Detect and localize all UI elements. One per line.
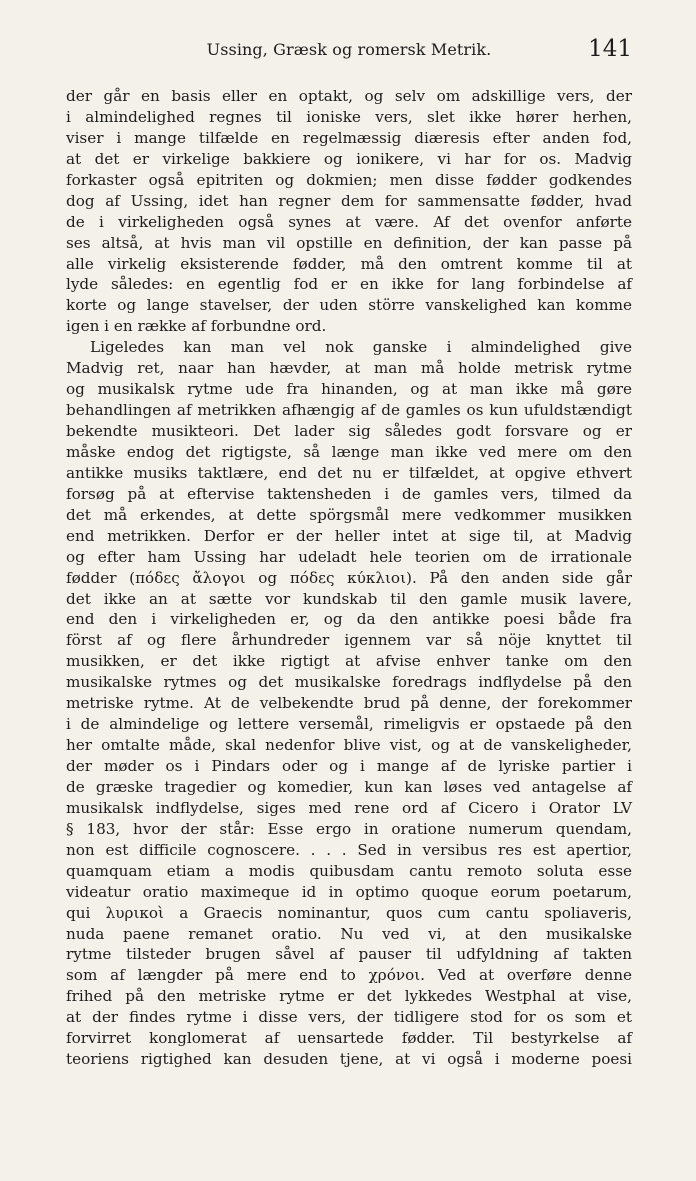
text-line: musikalske rytmes og det musikalske foredrags indflydelse på den (66, 673, 632, 692)
page-header (66, 36, 632, 68)
text-line: fødder (πόδες ἄλογοι og πόδες κύκλιοι). På den anden side går (66, 568, 632, 587)
text-line: der går en basis eller en optakt, og selv om adskillige vers, der (66, 87, 632, 105)
text-line: i almindelighed regnes til ioniske vers, slet ikke hører herhen, (66, 107, 632, 126)
text-line: qui λυρικοὶ a Graecis nominantur, quos cum cantu spoliaveris, (66, 903, 632, 922)
text-line: frihed på den metriske rytme er det lykkedes Westphal at vise, (66, 987, 632, 1006)
text-line: § 183, hvor der står: Esse ergo in oratione numerum quendam, (66, 819, 632, 838)
running-title: Ussing, Græsk og romersk Metrik. (206, 40, 492, 59)
text-line: metriske rytme. At de velbekendte brud på denne, der forekommer (66, 694, 632, 713)
body-text (66, 86, 632, 1091)
text-line: videatur oratio maximeque id in optimo quoque eorum poetarum, (66, 882, 632, 901)
text-line: Ligeledes kan man vel nok ganske i almindelighed give (90, 338, 632, 357)
text-line: de i virkeligheden også synes at være. Af det ovenfor anførte (66, 212, 632, 231)
text-line: som af længder på mere end to χρόνοι. Ved at overføre denne (66, 966, 632, 985)
text-line: musikalsk indflydelse, siges med rene ord af Cicero i Orator LV (66, 798, 632, 817)
text-line: antikke musiks taktlære, end det nu er tilfældet, at opgive ethvert (66, 463, 632, 482)
text-line: forsøg på at eftervise taktensheden i de gamles vers, tilmed da (66, 484, 632, 503)
text-line: i de almindelige og lettere versemål, rimeligvis er opstaede på den (66, 715, 632, 734)
text-line: lyde således: en egentlig fod er en ikke for lang forbindelse af (66, 275, 632, 294)
text-line: forkaster også epitriten og dokmien; men disse fødder godkendes (66, 170, 632, 189)
text-line: og musikalsk rytme ude fra hinanden, og at man ikke må gøre (66, 380, 632, 399)
book-page (66, 36, 632, 1091)
text-line: dog af Ussing, idet han regner dem for sammensatte fødder, hvad (66, 191, 632, 210)
text-line: non est difficile cognoscere. . . . Sed in versibus res est apertior, (66, 840, 632, 859)
text-line: her omtalte måde, skal nedenfor blive vist, og at de vanskeligheder, (66, 736, 632, 755)
text-line: bekendte musikteori. Det lader sig således godt forsvare og er (66, 422, 632, 440)
text-line: viser i mange tilfælde en regelmæssig diæresis efter anden fod, (66, 128, 632, 147)
text-line: Madvig ret, naar han hævder, at man må holde metrisk rytme (66, 359, 632, 378)
text-line: musikken, er det ikke rigtigt at afvise enhver tanke om den (66, 652, 632, 671)
text-line: det ikke an at sætte vor kundskab til den gamle musik lavere, (66, 589, 632, 608)
text-line: behandlingen af metrikken afhængig af de gamles os kun ufuldstændigt (66, 401, 632, 420)
text-line: der møder os i Pindars oder og i mange af de lyriske partier i (66, 757, 632, 775)
text-line (66, 1070, 632, 1091)
text-line: alle virkelig eksisterende fødder, må den omtrent komme til at (66, 254, 632, 273)
text-line: nuda paene remanet oratio. Nu ved vi, at den musikalske (66, 924, 632, 943)
page-number: 141 (588, 36, 632, 62)
text-line: de græske tragedier og komedier, kun kan løses ved antagelse af (66, 777, 632, 796)
text-line: teoriens rigtighed kan desuden tjene, at vi også i moderne poesi (66, 1050, 632, 1069)
text-line: rytme tilsteder brugen såvel af pauser til udfyldning af takten (66, 945, 632, 964)
text-line: end metrikken. Derfor er der heller intet at sige til, at Madvig (66, 526, 632, 545)
text-line: ses altså, at hvis man vil opstille en definition, der kan passe på (66, 233, 632, 252)
text-line: at der findes rytme i disse vers, der tidligere stod for os som et (66, 1008, 632, 1027)
text-line: og efter ham Ussing har udeladt hele teorien om de irrationale (66, 547, 632, 566)
text-line: quamquam etiam a modis quibusdam cantu remoto soluta esse (66, 861, 632, 880)
text-line: forvirret konglomerat af uensartede fødder. Til bestyrkelse af (66, 1029, 632, 1048)
text-line: först af og flere århundreder igennem var så nöje knyttet til (66, 631, 632, 650)
text-line: igen i en række af forbundne ord. (66, 317, 327, 336)
text-line: at det er virkelige bakkiere og ionikere, vi har for os. Madvig (66, 149, 632, 168)
text-line: korte og lange stavelser, der uden större vanskelighed kan komme (66, 296, 632, 315)
text-line: måske endog det rigtigste, så længe man ikke ved mere om den (66, 442, 632, 461)
text-line: end den i virkeligheden er, og da den antikke poesi både fra (66, 610, 632, 629)
text-line: det må erkendes, at dette spörgsmål mere vedkommer musikken (66, 505, 632, 524)
